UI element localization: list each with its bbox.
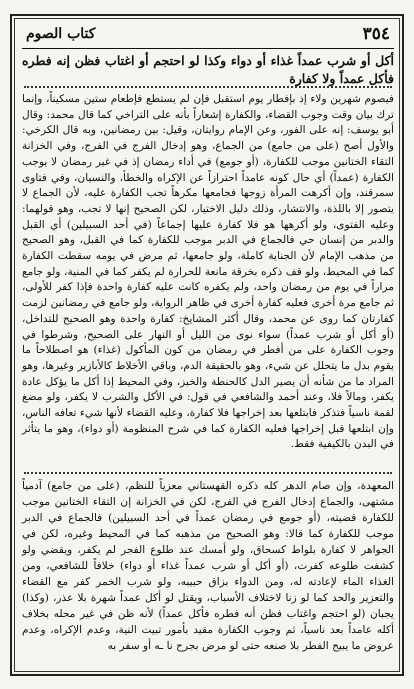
page-number: ٣٥٤ (362, 24, 390, 44)
commentary-text: فيصوم شهرين ولاء إذ بإفطار يوم استقبل فإن لم يستطع فإطعام ستين مسكيناً، وإنما ترك بيان وقت وجوب القضاء، والكفارة إشعاراً بأنه على التراخي كما قال محمد: وقال أبو يوسف: إنه على الفور، وعن الإمام روايتان، وقيل: بين رمضانين، وبه قال الكرخي: والأول أصح (على من جامع) من الجماع، وهو إدخال الفرج في الفرج، وفي الخزانة التقاء الختانين موجب للكفارة، (أو جومع) في أداء رمضان إذ في غير رمضان لا يوجب الكفارة (عمداً) أي حال كونه عامداً احترازاً عن الإكراه والخطأ، والنسيان، وفي فتاوى سمرقند، وإن أكرهت المرأة زوجها فجامعها مكرهاً تجب الكفارة عليه، لأن الجماع لا يتصور إلا باللذة، والانتشار، وذلك دليل الاختيار، لكن الصحيح إنها لا تجب، وهو قولهما: وعليه الفتوى، ولو أكرهها هو فلا كفارة عليها إجماعاً (في أحد السبيلين) أي القبل والدبر من إنسان حي فالجماع في الدبر موجب للكفارة كما في القبل، وهو الصحيح من مذهب الإمام لأن الجناية كاملة، ولو جامعها، ثم مرض في يومه سقطت الكفارة كما في المحيط، ولو قف ذكره بخرقة مانعة للحرارة لم يكفر كما في المنية، ولو جامع مراراً في يوم من رمضان واحد، ولم يكفره كانت عليه كفارة واحدة فإذا كفر للأولى، ثم جامع مرة أخرى فعليه كفارة أخرى في ظاهر الرواية، ولو جامع في رمضانين لزمت كفارتان كما روى عن محمد، وقال أكثر المشايخ: كفارة واحدة وهو الصحيح للتداخل، (أو أكل أو شرب عمداً) سواء نوى من الليل أو النهار على الصحيح، وشرطوا في وجوب الكفارة على من أفطر في رمضان من كون المأكول (غذاء) هو اصطلاحاً ما يقوم بدل ما يتحلل عن شيء، وهو بالحقيقة الدم، وباقي الأخلاط كالأبازير وغيرها، وهو المراد ما من شأنه أن يصير الدل كالحنطة والخبز، وفي المحيط إذا أكل ما يؤكل عادة يكفر، ومالاً فلا، وعند أحمد والشافعي في قول: في الأكل والشرب لا يكفر، ولو مضغ لقمة ناسياً فتذكر فابتلعها بعد إخراجها فلا كفارة، وعليه القضاء لأنها شيء تعافه الناس، وإن ابتلعها قبل إخراجها فعليه الكفارة كما في شرح المنظومة (أو دواء)، وهو ما يتأثر في البدن بالكيفية فقط. (22, 93, 394, 451)
footnote-text: المعهدة، وإن صام الدهر كله ذكره القهستاني معزياً للنظم، (على من جامع) آدمياً مشتهى، والجماع إدخال الفرج في الفرج، لكن في الخزانة إن التقاء الختانين موجب للكفارة قضيته، (أو جومع في رمضان عمداً في أحد السبيلين) فالجماع في الدبر موجب للكفارة كما قالا: وهو الصحيح من مذهبه كما في المحيط وغيره، لكن في الجواهر لا كفارة بلواط كسحاق، ولو أمسك عند طلوع الفجر لم يكفر، ويقضي ولو كشفت طلوعه كفرت، (أو أكل أو شرب عمداً غذاء أو دواء) خلافاً للشافعي، ومن الغذاء الماء لإعادته له، ومن الدواء بزاق حبيبه، ولو شرب الخمر كفر مع القضاء والتعزير والحد كما لو زنا لاختلاف الأسباب، ويقتل لو أكل عمداً شهرة بلا عذر، (وكذا) يجبان (لو احتجم واغتاب فظن أنه فطره فأكل عمداً) لأنه ظن في غير محله بخلاف أكله عامداً بعد ناسياً، ثم وجوب الكفارة مقيد بأمور تبيت النية، وعدم الإكراه، وعدم عروض ما يبيح الفطر بلا صنعه حتى لو مرض بجرح نا ـه أو سفر به (22, 480, 394, 652)
header-rule (22, 48, 394, 49)
matn-text: أكل أو شرب عمداً غذاء أو دواء وكذا لو احتجم أو اغتاب فظن إنه فطره فأكل عمداً ولا كفارة (22, 53, 394, 86)
page-header (22, 20, 394, 48)
matn-divider (24, 86, 392, 88)
chapter-title: كتاب الصوم (26, 26, 96, 42)
footnote-divider (24, 472, 392, 474)
